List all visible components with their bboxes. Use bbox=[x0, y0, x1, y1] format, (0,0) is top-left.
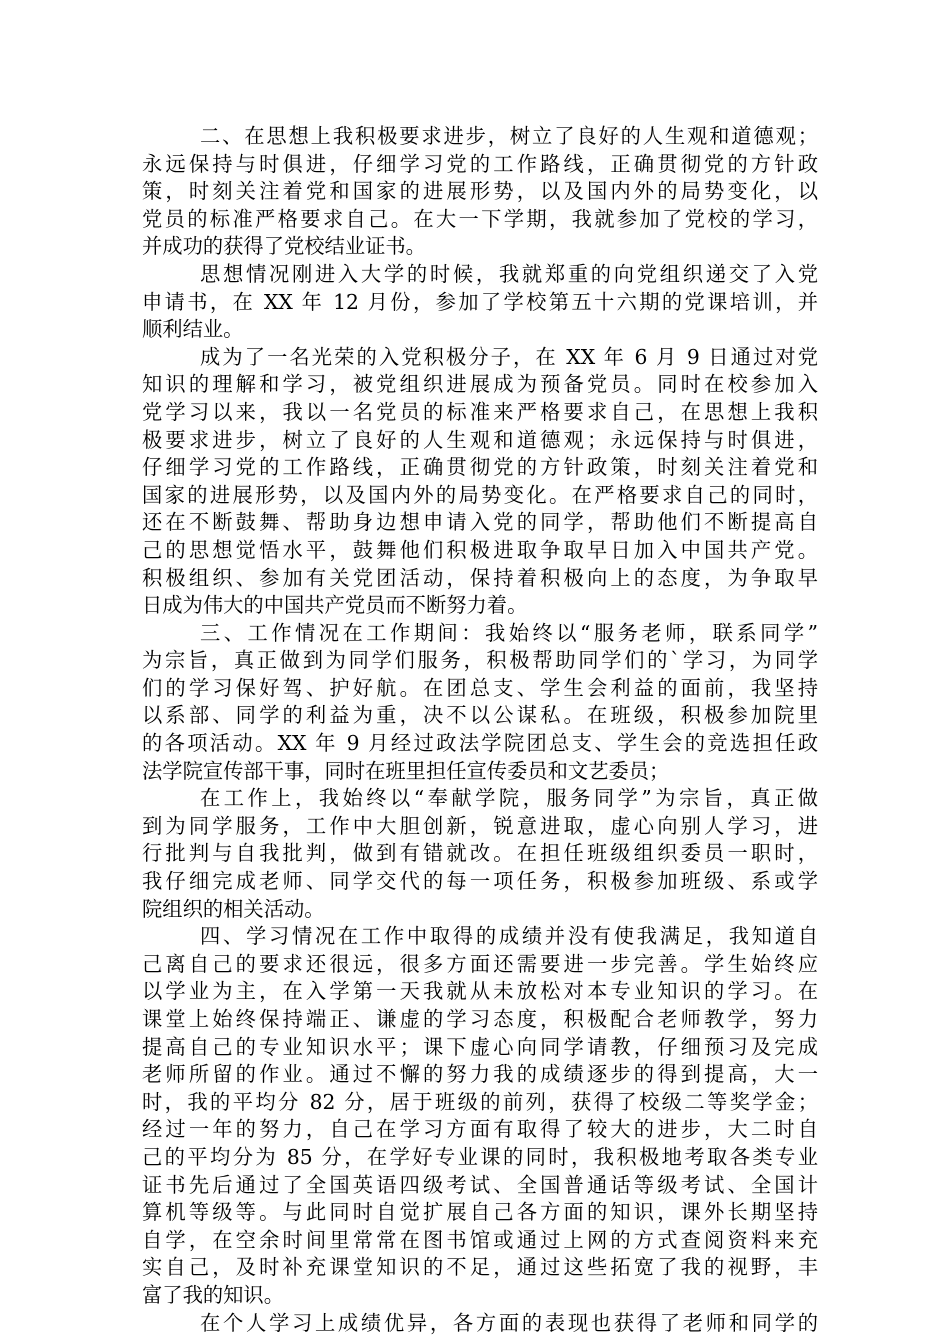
paragraph-line: 永远保持与时俱进，仔细学习党的工作路线，正确贯彻党的方针政 bbox=[142, 151, 818, 176]
paragraph-line: 为宗旨，真正做到为同学们服务，积极帮助同学们的`学习，为同学 bbox=[142, 648, 818, 673]
paragraph-line: 己的思想觉悟水平，鼓舞他们积极进取争取早日加入中国共产党。 bbox=[142, 537, 818, 562]
paragraph-line: 己的平均分为 85 分，在学好专业课的同时，我积极地考取各类专业 bbox=[142, 1144, 818, 1169]
paragraph-line: 经过一年的努力，自己在学习方面有取得了较大的进步，大二时自 bbox=[142, 1117, 818, 1142]
paragraph-line: 算机等级等。与此同时自觉扩展自己各方面的知识，课外长期坚持 bbox=[142, 1200, 818, 1225]
paragraph-line: 策，时刻关注着党和国家的进展形势，以及国内外的局势变化，以 bbox=[142, 179, 818, 204]
paragraph-line: 以学业为主，在入学第一天我就从未放松对本专业知识的学习。在 bbox=[142, 979, 818, 1004]
paragraph-line: 党员的标准严格要求自己。在大一下学期，我就参加了党校的学习， bbox=[142, 206, 818, 231]
paragraph-line: 国家的进展形势，以及国内外的局势变化。在严格要求自己的同时， bbox=[142, 482, 818, 507]
paragraph-line: 在工作上，我始终以“奉献学院，服务同学”为宗旨，真正做 bbox=[200, 786, 818, 811]
paragraph-line: 还在不断鼓舞、帮助身边想申请入党的同学，帮助他们不断提高自 bbox=[142, 510, 818, 535]
paragraph-line: 四、学习情况在工作中取得的成绩并没有使我满足，我知道自 bbox=[200, 924, 818, 949]
paragraph-line: 实自己，及时补充课堂知识的不足，通过这些拓宽了我的视野，丰 bbox=[142, 1255, 818, 1280]
paragraph-line: 院组织的相关活动。 bbox=[142, 896, 325, 921]
paragraph-line: 们的学习保好驾、护好航。在团总支、学生会利益的面前，我坚持 bbox=[142, 675, 818, 700]
paragraph-line: 的各项活动。XX 年 9 月经过政法学院团总支、学生会的竞选担任政 bbox=[142, 731, 818, 756]
paragraph-line: 思想情况刚进入大学的时候，我就郑重的向党组织递交了入党 bbox=[200, 261, 818, 286]
paragraph-line: 老师所留的作业。通过不懈的努力我的成绩逐步的得到提高，大一 bbox=[142, 1062, 818, 1087]
document-body bbox=[142, 123, 818, 1337]
paragraph-line: 成为了一名光荣的入党积极分子，在 XX 年 6 月 9 日通过对党 bbox=[200, 344, 818, 369]
paragraph-line: 己离自己的要求还很远，很多方面还需要进一步完善。学生始终应 bbox=[142, 951, 818, 976]
paragraph bbox=[142, 923, 818, 1309]
paragraph-line: 我仔细完成老师、同学交代的每一项任务，积极参加班级、系或学 bbox=[142, 869, 818, 894]
paragraph-line: 证书先后通过了全国英语四级考试、全国普通话等级考试、全国计 bbox=[142, 1172, 818, 1197]
paragraph-line: 申请书，在 XX 年 12 月份，参加了学校第五十六期的党课培训，并 bbox=[142, 289, 818, 314]
paragraph-line: 以系部、同学的利益为重，决不以公谋私。在班级，积极参加院里 bbox=[142, 703, 818, 728]
paragraph-line: 二、在思想上我积极要求进步，树立了良好的人生观和道德观； bbox=[200, 124, 818, 148]
paragraph bbox=[142, 123, 818, 261]
paragraph-line: 在个人学习上成绩优异，各方面的表现也获得了老师和同学的 bbox=[200, 1310, 818, 1335]
paragraph-line: 课堂上始终保持端正、谦虚的学习态度，积极配合老师教学，努力 bbox=[142, 1007, 818, 1031]
paragraph-line: 日成为伟大的中国共产党员而不断努力着。 bbox=[142, 593, 528, 618]
paragraph bbox=[142, 1310, 818, 1338]
paragraph bbox=[142, 344, 818, 620]
paragraph-line: 时，我的平均分 82 分，居于班级的前列，获得了校级二等奖学金； bbox=[142, 1089, 818, 1114]
paragraph bbox=[142, 785, 818, 923]
paragraph-line: 积极组织、参加有关党团活动，保持着积极向上的态度，为争取早 bbox=[142, 565, 818, 590]
paragraph-line: 自学，在空余时间里常常在图书馆或通过上网的方式查阅资料来充 bbox=[142, 1227, 818, 1252]
paragraph-line: 富了我的知识。 bbox=[142, 1282, 284, 1307]
paragraph bbox=[142, 620, 818, 786]
paragraph-line: 知识的理解和学习，被党组织进展成为预备党员。同时在校参加入 bbox=[142, 372, 818, 397]
paragraph-line: 行批判与自我批判，做到有错就改。在担任班级组织委员一职时， bbox=[142, 841, 818, 866]
paragraph-line: 顺利结业。 bbox=[142, 317, 244, 342]
paragraph-line: 仔细学习党的工作路线，正确贯彻党的方针政策，时刻关注着党和 bbox=[142, 455, 818, 480]
paragraph-line: 到为同学服务，工作中大胆创新，锐意进取，虚心向别人学习，进 bbox=[142, 813, 818, 838]
paragraph-line: 三、工作情况在工作期间：我始终以“服务老师，联系同学” bbox=[200, 620, 818, 645]
paragraph-line: 法学院宣传部干事，同时在班里担任宣传委员和文艺委员； bbox=[142, 758, 670, 783]
paragraph-line: 提高自己的专业知识水平；课下虚心向同学请教，仔细预习及完成 bbox=[142, 1034, 818, 1059]
paragraph-line: 极要求进步，树立了良好的人生观和道德观；永远保持与时俱进， bbox=[142, 427, 818, 452]
paragraph bbox=[142, 261, 818, 344]
paragraph-line: 并成功的获得了党校结业证书。 bbox=[142, 234, 426, 259]
paragraph-line: 党学习以来，我以一名党员的标准来严格要求自己，在思想上我积 bbox=[142, 399, 818, 424]
